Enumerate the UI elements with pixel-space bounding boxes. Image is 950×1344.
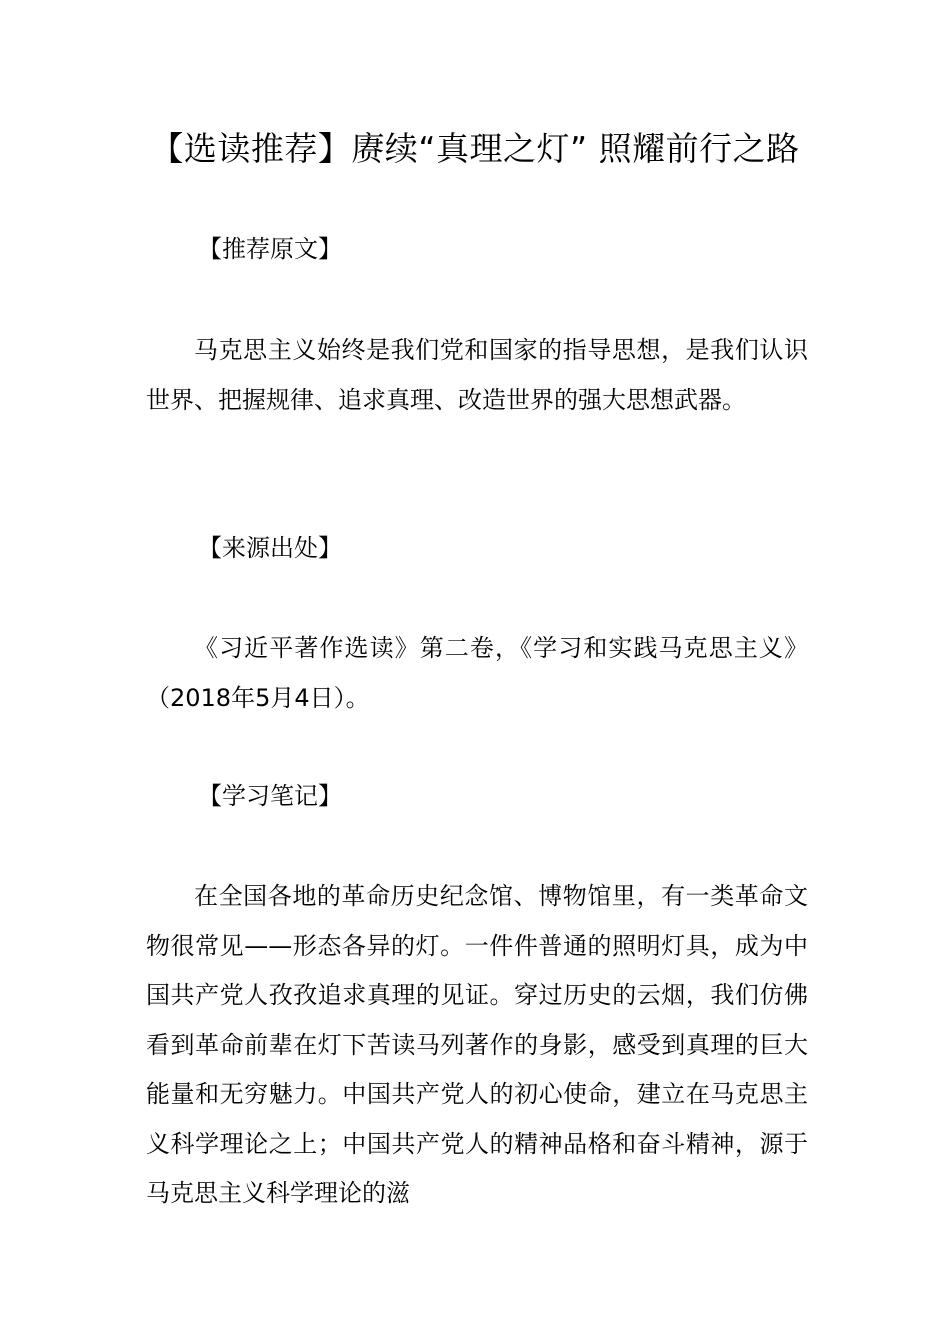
section-body-study-notes: 在全国各地的革命历史纪念馆、博物馆里，有一类革命文物很常见——形态各异的灯。一件件普通的照明灯具，成为中国共产党人孜孜追求真理的见证。穿过历史的云烟，我们仿佛看到革命前辈在灯下苦读马列著作的身影，感受到真理的巨大能量和无穷魅力。中国共产党人的初心使命，建立在马克思主义科学理论之上；中国共产党人的精神品格和奋斗精神，源于马克思主义科学理论的滋 xyxy=(146,882,808,1207)
section-heading-source: 【来源出处】 xyxy=(198,534,342,562)
document-title: 【选读推荐】赓续“真理之灯” 照耀前行之路 xyxy=(150,129,800,168)
section-body-original-text: 马克思主义始终是我们党和国家的指导思想，是我们认识世界、把握规律、追求真理、改造世界的强大思想武器。 xyxy=(146,336,808,414)
section-body-source: 《习近平著作选读》第二卷，《学习和实践马克思主义》（2018年5月4日）。 xyxy=(146,634,808,712)
section-heading-study-notes: 【学习笔记】 xyxy=(198,782,342,810)
section-heading-original-text: 【推荐原文】 xyxy=(198,235,342,263)
